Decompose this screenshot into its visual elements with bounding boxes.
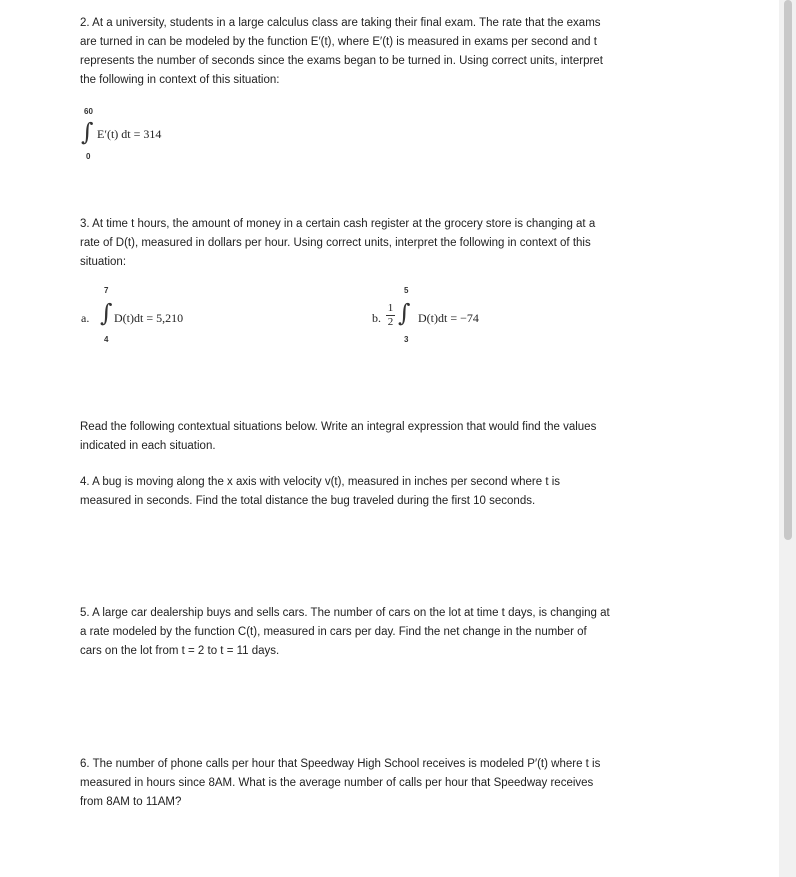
instructions <box>80 418 680 456</box>
q6-line: measured in hours since 8AM. What is the average number of calls per hour that Speedway receives <box>80 777 594 789</box>
q2-line: 2. At a university, students in a large calculus class are taking their final exam. The rate that the exams <box>80 17 601 29</box>
q3b-coef-num: 1 <box>387 302 394 314</box>
q3a-lower-limit: 4 <box>104 335 109 344</box>
q2-line: the following in context of this situation: <box>80 74 280 86</box>
question-2 <box>80 14 680 90</box>
q2-upper-limit: 60 <box>84 107 93 116</box>
q4-line: 4. A bug is moving along the x axis with velocity v(t), measured in inches per second where t is <box>80 476 561 488</box>
intro-line: indicated in each situation. <box>80 440 216 452</box>
q5-line: a rate modeled by the function C(t), measured in cars per day. Find the net change in the number of <box>80 626 587 638</box>
q3b-coef-den: 2 <box>387 316 394 328</box>
q6-line: 6. The number of phone calls per hour that Speedway High School receives is modeled P′(t) where t is <box>80 758 601 770</box>
integral-sign-icon: ∫ <box>398 299 411 327</box>
q5-line: 5. A large car dealership buys and sells cars. The number of cars on the lot at time t days, is changing at <box>80 607 610 619</box>
q2-lower-limit: 0 <box>86 152 91 161</box>
q3b-integrand: D(t)dt = −74 <box>418 311 479 325</box>
q3a-integrand: D(t)dt = 5,210 <box>114 311 184 325</box>
scrollbar-thumb[interactable] <box>784 0 792 540</box>
q4-line: measured in seconds. Find the total distance the bug traveled during the first 10 seconds. <box>80 495 536 507</box>
q2-line: represents the number of seconds since the exams began to be turned in. Using correct units, interpret <box>80 55 603 67</box>
q2-line: are turned in can be modeled by the function E′(t), where E′(t) is measured in exams per second and t <box>80 36 597 48</box>
q3-line: rate of D(t), measured in dollars per hour. Using correct units, interpret the following in context of this <box>80 237 591 249</box>
q5-line: cars on the lot from t = 2 to t = 11 days. <box>80 645 280 657</box>
question-3 <box>80 215 680 272</box>
q3-line: situation: <box>80 256 127 268</box>
intro-line: Read the following contextual situations below. Write an integral expression that would find the values <box>80 421 597 433</box>
q3b-coefficient <box>386 303 395 328</box>
question-4 <box>80 473 680 511</box>
q3b-upper-limit: 5 <box>404 286 409 295</box>
q3b-label: b. <box>372 311 381 325</box>
q3a-upper-limit: 7 <box>104 286 109 295</box>
question-5 <box>80 604 680 661</box>
integral-sign-icon: ∫ <box>81 118 94 146</box>
q3-line: 3. At time t hours, the amount of money in a certain cash register at the grocery store is changing at a <box>80 218 596 230</box>
q3b-lower-limit: 3 <box>404 335 409 344</box>
q3a-label: a. <box>81 311 90 325</box>
integral-sign-icon: ∫ <box>100 299 113 327</box>
q6-line: from 8AM to 11AM? <box>80 796 182 808</box>
q2-integrand: E′(t) dt = 314 <box>97 127 162 141</box>
question-6 <box>80 755 680 812</box>
